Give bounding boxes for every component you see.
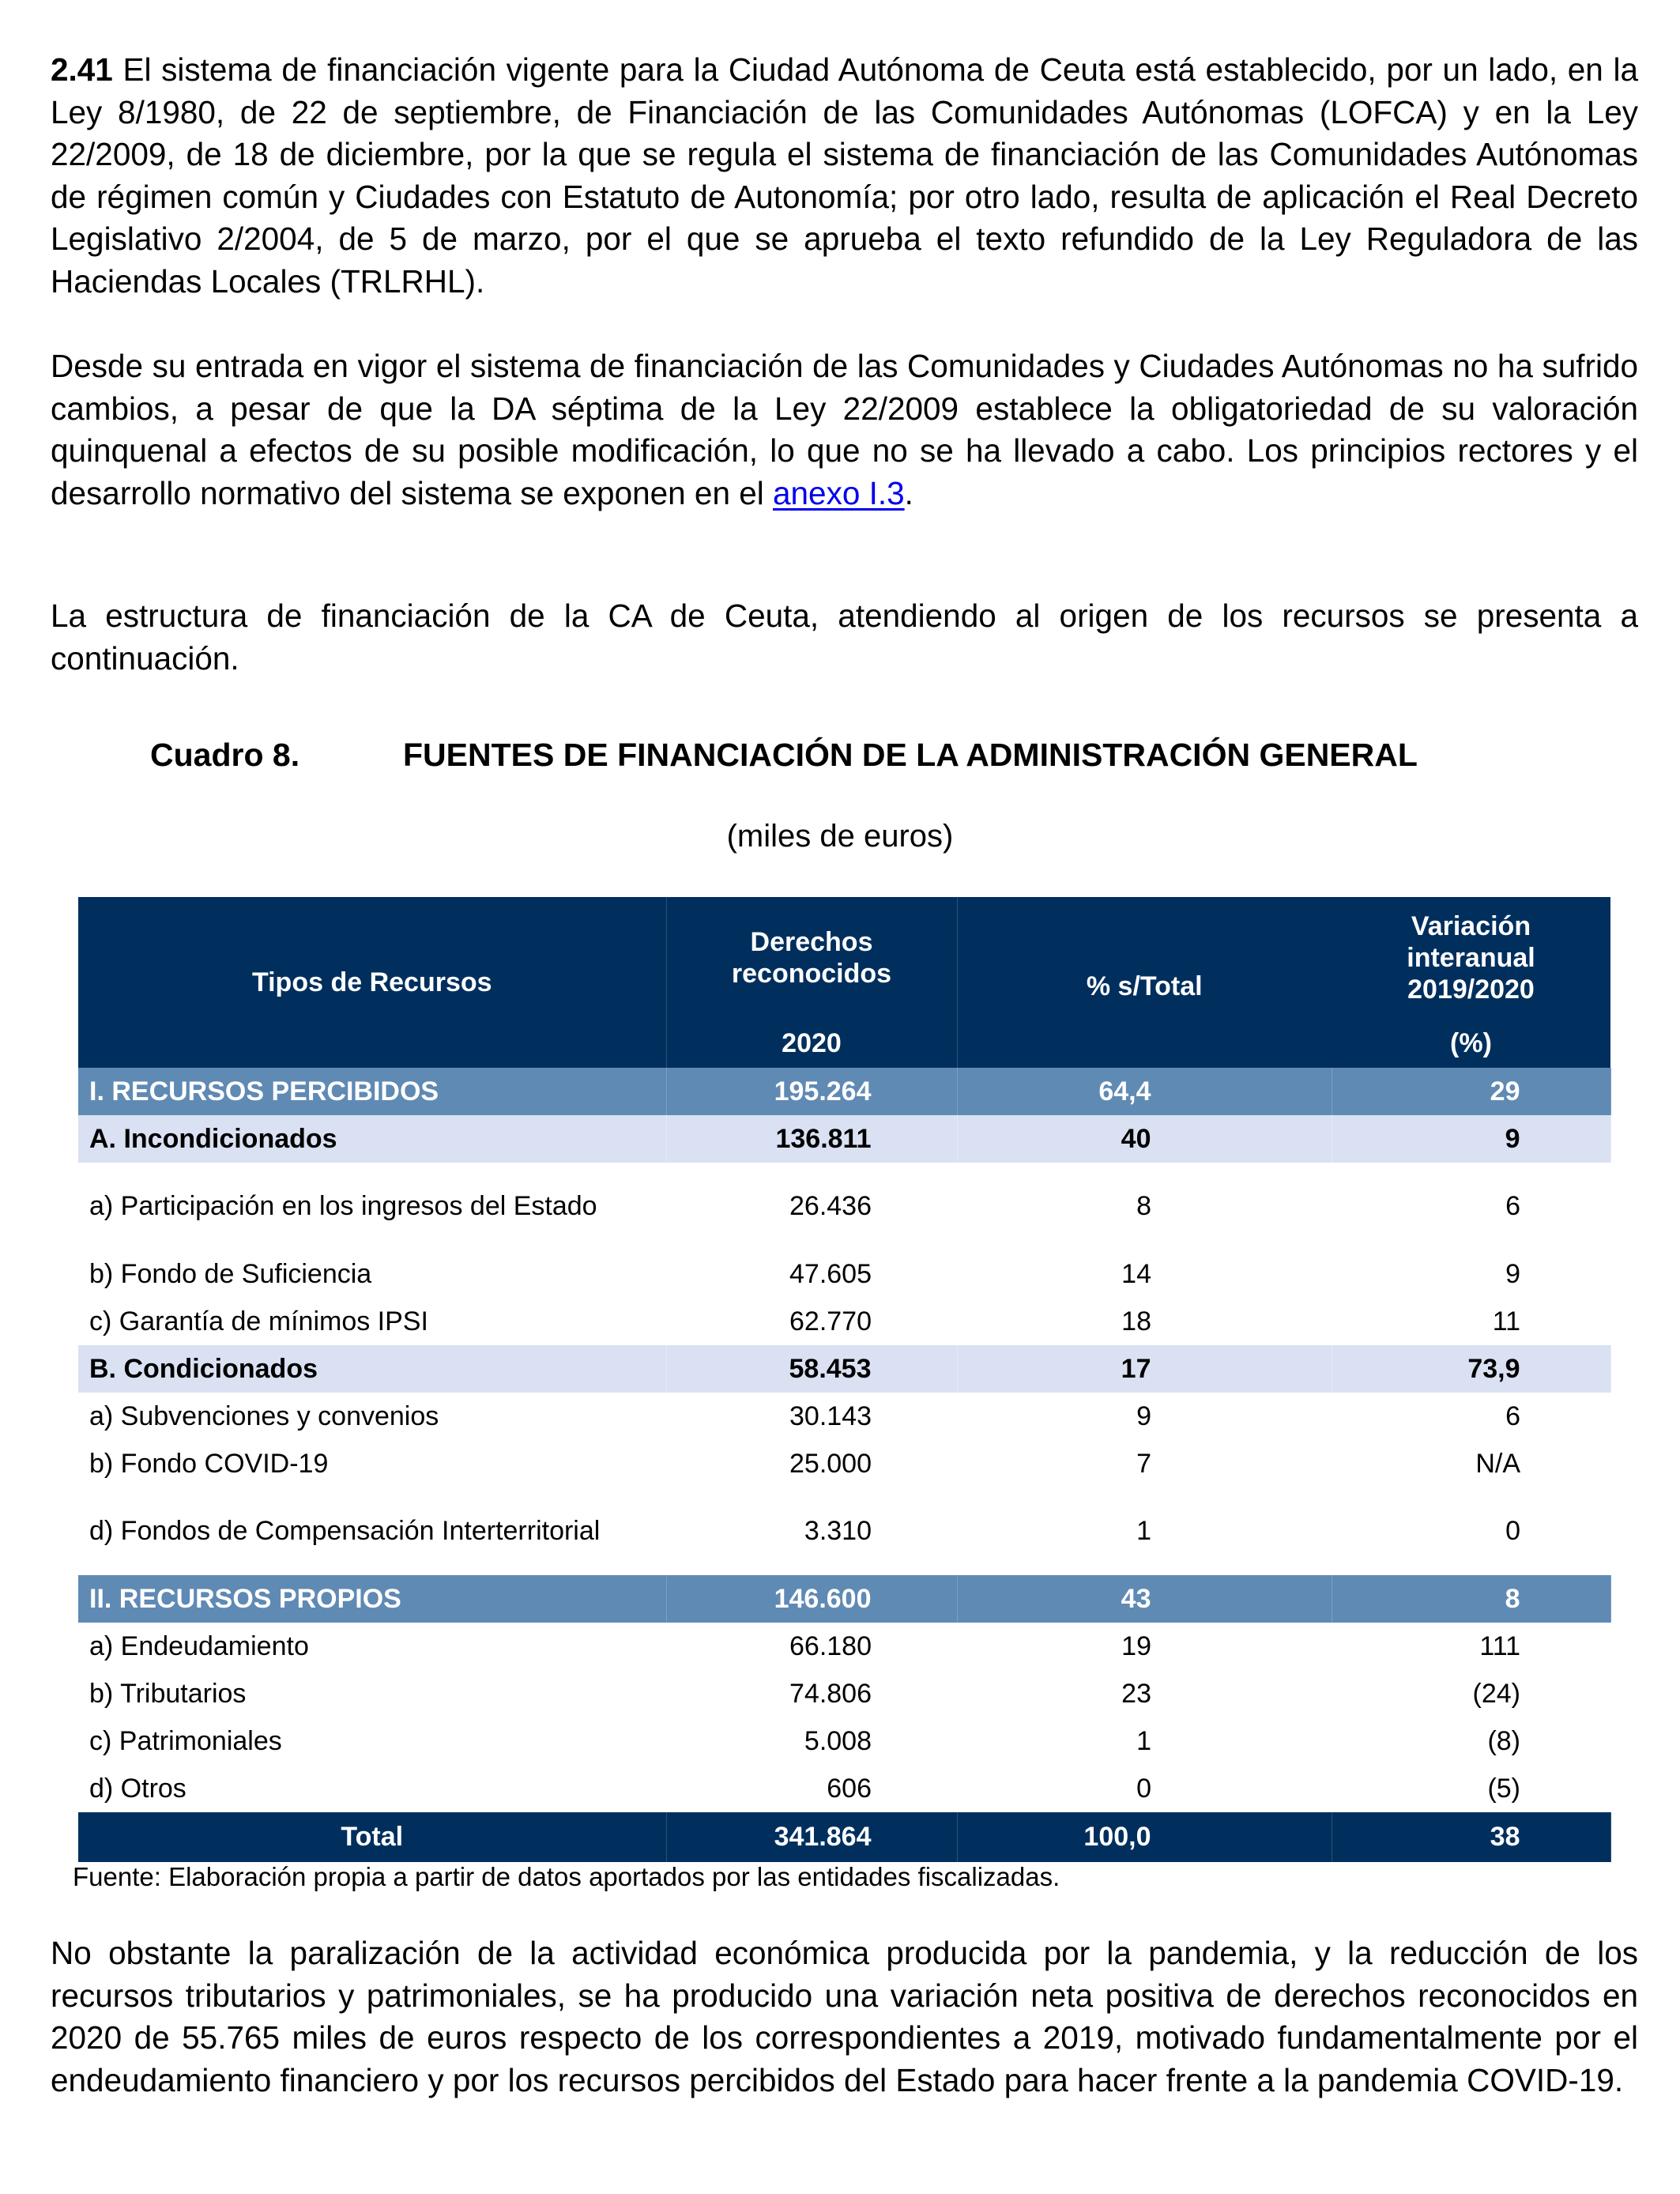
row-var: (5) [1487, 1773, 1520, 1804]
table-row-recursos-propios [78, 1575, 1610, 1623]
paragraph-financing-system [51, 345, 1638, 515]
row-pct: 40 [957, 1115, 1332, 1163]
header-recognized-rights: Derechos reconocidos [666, 897, 957, 1018]
row-derechos: 66.180 [789, 1630, 872, 1661]
row-pct: 19 [1121, 1630, 1151, 1661]
row-derechos: 47.605 [789, 1258, 872, 1289]
table-row [78, 1487, 1610, 1575]
paragraph-text: Desde su entrada en vigor el sistema de financiación de las Comunidades y Ciudades Autónomas no ha sufrido cambios, a pesar de que la DA séptima de la Ley 22/2009 establece la obligatoriedad de su valoración quinquenal a efectos de su posible modificación, lo que no se ha llevado a cabo. Los principios rectores y el desarrollo normativo del sistema se exponen en el [51, 348, 1638, 511]
table-row [78, 1298, 1610, 1345]
row-pct: 64,4 [957, 1068, 1332, 1115]
row-label: a) Subvenciones y convenios [89, 1400, 439, 1431]
row-var: 8 [1332, 1575, 1610, 1623]
row-derechos: 26.436 [789, 1191, 872, 1221]
total-var: 38 [1332, 1812, 1610, 1862]
table-row-condicionados [78, 1345, 1610, 1393]
row-var: (8) [1487, 1725, 1520, 1756]
table-row-incondicionados [78, 1115, 1610, 1163]
row-pct: 14 [1121, 1258, 1151, 1289]
row-var: (24) [1472, 1678, 1520, 1709]
row-derechos: 136.811 [666, 1115, 957, 1163]
row-derechos: 74.806 [789, 1678, 872, 1709]
paragraph-conclusion [51, 1932, 1638, 2102]
row-label: c) Patrimoniales [89, 1725, 282, 1756]
table-row [78, 1440, 1610, 1487]
table-row [78, 1623, 1610, 1670]
header-pct-unit: (%) [1332, 1018, 1610, 1068]
header-resource-types: Tipos de Recursos [78, 897, 666, 1068]
paragraph-structure-intro [51, 595, 1638, 680]
table-number: Cuadro 8. [150, 737, 300, 773]
table-row [78, 1765, 1610, 1812]
paragraph-text: El sistema de financiación vigente para la Ciudad Autónoma de Ceuta está establecido, por un lado, en la Ley 8/1980, de 22 de septiembre, de Financiación de las Comunidades Autónomas (LOFCA) y en la Ley 22/2009, de 18 de diciembre, por la que se regula el sistema de financiación de las Comunidades Autónomas de régimen común y Ciudades con Estatuto de Autonomía; por otro lado, resulta de aplicación el Real Decreto Legislativo 2/2004, de 5 de marzo, por el que se aprueba el texto refundido de la Ley Reguladora de las Haciendas Locales (TRLRHL). [51, 51, 1638, 300]
row-derechos: 606 [827, 1773, 872, 1804]
table-row [78, 1250, 1610, 1298]
header-yoy-variation: Variación interanual 2019/2020 [1332, 897, 1610, 1018]
table-row [78, 1717, 1610, 1765]
row-var: 6 [1505, 1400, 1520, 1431]
row-pct: 9 [1136, 1400, 1151, 1431]
table-caption [150, 737, 1418, 774]
row-var: 29 [1332, 1068, 1610, 1115]
row-derechos: 195.264 [666, 1068, 957, 1115]
row-pct: 18 [1121, 1306, 1151, 1336]
paragraph-2-41 [51, 49, 1638, 303]
header-pct-total: % s/Total [957, 897, 1332, 1068]
row-label: A. Incondicionados [78, 1115, 666, 1163]
table-source-note: Fuente: Elaboración propia a partir de datos aportados por las entidades fiscalizadas. [73, 1862, 1060, 1891]
table-row-recursos-percibidos [78, 1068, 1610, 1115]
row-var: 6 [1505, 1191, 1520, 1221]
row-pct: 8 [1136, 1191, 1151, 1221]
row-label: a) Participación en los ingresos del Estado [89, 1191, 597, 1221]
row-pct: 23 [1121, 1678, 1151, 1709]
row-var: 9 [1332, 1115, 1610, 1163]
financing-sources-table [78, 897, 1611, 1862]
row-label: II. RECURSOS PROPIOS [78, 1575, 666, 1623]
paragraph-text: No obstante la paralización de la actividad económica producida por la pandemia, y la reducción de los recursos tributarios y patrimoniales, se ha producido una variación neta positiva de derechos reconocidos en 2020 de 55.765 miles de euros respecto de los correspondientes a 2019, motivado fundamentalmente por el endeudamiento financiero y por los recursos percibidos del Estado para hacer frente a la pandemia COVID-19. [51, 1935, 1638, 2098]
row-label: a) Endeudamiento [89, 1630, 309, 1661]
row-derechos: 5.008 [804, 1725, 872, 1756]
row-label: I. RECURSOS PERCIBIDOS [78, 1068, 666, 1115]
row-var: 73,9 [1332, 1345, 1610, 1393]
row-pct: 1 [1136, 1516, 1151, 1546]
total-derechos: 341.864 [666, 1812, 957, 1862]
row-label: B. Condicionados [78, 1345, 666, 1393]
row-pct: 1 [1136, 1725, 1151, 1756]
row-var: 111 [1479, 1630, 1520, 1661]
row-pct: 17 [957, 1345, 1332, 1393]
row-label: d) Otros [89, 1773, 186, 1804]
row-pct: 0 [1136, 1773, 1151, 1804]
table-row [78, 1393, 1610, 1440]
row-pct: 7 [1136, 1448, 1151, 1479]
paragraph-period: . [904, 474, 913, 511]
total-label: Total [78, 1812, 666, 1862]
table-title: FUENTES DE FINANCIACIÓN DE LA ADMINISTRACIÓN GENERAL [403, 737, 1418, 773]
table-row-total [78, 1812, 1610, 1862]
row-var: 9 [1505, 1258, 1520, 1289]
row-derechos: 25.000 [789, 1448, 872, 1479]
table-row [78, 1670, 1610, 1717]
table-row [78, 1163, 1610, 1250]
row-pct: 43 [957, 1575, 1332, 1623]
row-derechos: 146.600 [666, 1575, 957, 1623]
row-label: d) Fondos de Compensación Interterritorial [89, 1516, 601, 1546]
row-var: 11 [1492, 1306, 1520, 1336]
row-derechos: 58.453 [666, 1345, 957, 1393]
row-derechos: 3.310 [804, 1516, 872, 1546]
header-year: 2020 [666, 1018, 957, 1068]
row-label: b) Tributarios [89, 1678, 247, 1709]
row-label: b) Fondo de Suficiencia [89, 1258, 372, 1289]
row-derechos: 30.143 [789, 1400, 872, 1431]
paragraph-number: 2.41 [51, 51, 113, 88]
paragraph-text: La estructura de financiación de la CA de Ceuta, atendiendo al origen de los recursos se presenta a continuación. [51, 598, 1638, 677]
table-units: (miles de euros) [726, 819, 954, 854]
total-pct: 100,0 [957, 1812, 1332, 1862]
annex-link[interactable]: anexo I.3 [773, 474, 905, 511]
row-label: c) Garantía de mínimos IPSI [89, 1306, 428, 1336]
row-var: 0 [1505, 1516, 1520, 1546]
row-label: b) Fondo COVID-19 [89, 1448, 329, 1479]
row-derechos: 62.770 [789, 1306, 872, 1336]
row-var: N/A [1475, 1448, 1520, 1479]
